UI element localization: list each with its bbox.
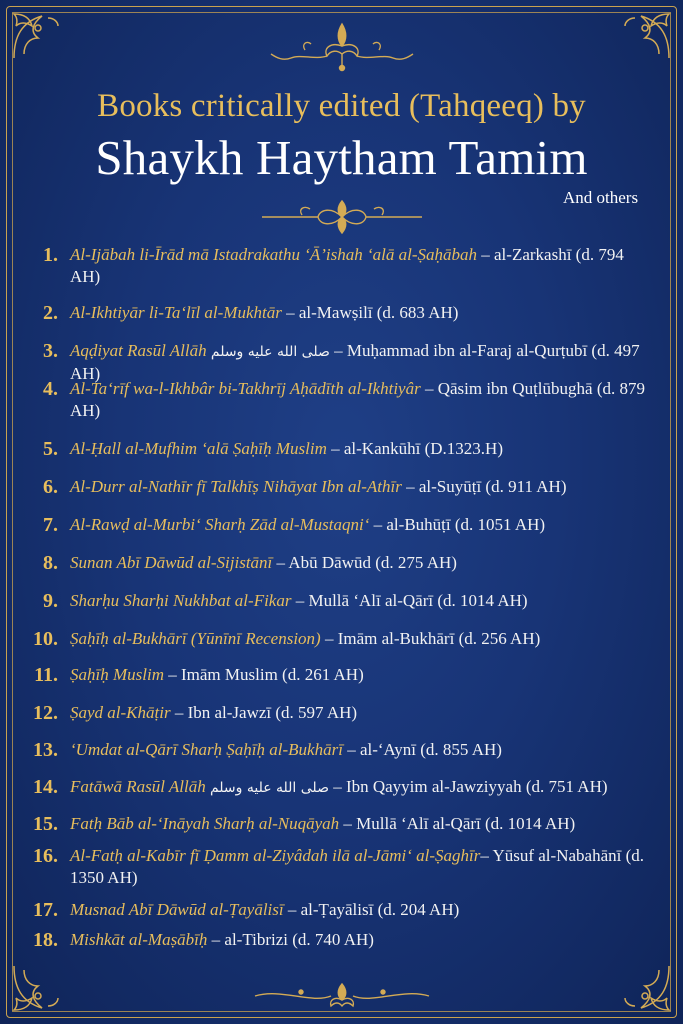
book-author: – Ibn al-Jawzī (d. 597 AH) (170, 703, 358, 722)
item-number: 8. (43, 552, 58, 574)
book-author: – Mullā ‘Alī al-Qārī (d. 1014 AH) (339, 814, 576, 833)
item-number: 10. (33, 628, 58, 650)
list-item (26, 776, 656, 802)
page-heading: Books critically edited (Tahqeeq) by (97, 88, 586, 124)
book-title: Fatḥ Bāb al-‘Ināyah Sharḥ al-Nuqāyah (70, 814, 340, 833)
list-item (26, 438, 656, 464)
item-number: 3. (43, 340, 58, 362)
book-title: Al-Ikhtiyār li-Ta‘līl al-Mukhtār (70, 303, 282, 322)
book-title: Al-Ḥall al-Mufhim ‘alā Ṣaḥīḥ Muslim (70, 439, 327, 458)
list-item (26, 628, 656, 654)
corner-ornament-icon (619, 8, 675, 64)
book-title: Sharḥu Sharḥi Nukhbat al-Fikar (70, 591, 292, 610)
book-title: Al-Durr al-Nathīr fī Talkhīṣ Nihāyat Ibn al-Athīr (70, 477, 402, 496)
corner-ornament-icon (8, 960, 64, 1016)
book-title: Al-Rawḍ al-Murbi‘ Sharḥ Zād al-Mustaqni‘ (70, 515, 370, 534)
arabic-honorific: صلى الله عليه وسلم (210, 344, 330, 360)
book-author: – Yūsuf al-Nabahānī (d. 1350 AH) (70, 846, 644, 887)
list-item (26, 476, 656, 502)
item-number: 13. (33, 739, 58, 761)
list-item (26, 590, 656, 616)
item-number: 12. (33, 702, 58, 724)
book-title: Al-Ta‘rīf wa-l-Ikhbâr bi-Takhrīj Aḥādīth al-Ikhtiyâr (70, 379, 421, 398)
book-title: Sunan Abī Dāwūd al-Sijistānī (70, 553, 273, 572)
item-number: 7. (43, 514, 58, 536)
book-title: Aqḍiyat Rasūl Allāh (70, 341, 207, 360)
list-item (26, 899, 656, 925)
book-title: Al-Fatḥ al-Kabīr fī Ḍamm al-Ziyâdah ilā al-Jāmi‘ al-Ṣaghīr (70, 846, 481, 865)
book-author: – Ibn Qayyim al-Jawziyyah (d. 751 AH) (328, 777, 608, 796)
list-item (26, 845, 656, 893)
book-title: Musnad Abī Dāwūd al-Ṭayālisī (70, 900, 284, 919)
top-flourish-icon (261, 20, 423, 72)
corner-ornament-icon (619, 960, 675, 1016)
arabic-honorific: صلى الله عليه وسلم (209, 780, 329, 796)
item-number: 11. (34, 664, 58, 686)
item-number: 9. (43, 590, 58, 612)
item-number: 18. (33, 929, 58, 951)
book-author: – Abū Dāwūd (d. 275 AH) (272, 553, 457, 572)
page-title: Shaykh Haytham Tamim (95, 130, 588, 185)
book-title: Ṣaḥīḥ Muslim (70, 665, 164, 684)
book-author: – al-Suyūṭī (d. 911 AH) (401, 477, 567, 496)
book-title: Ṣayd al-Khāṭir (70, 703, 171, 722)
item-number: 4. (43, 378, 58, 400)
list-item (26, 302, 656, 328)
book-author: – Qāsim ibn Quṭlūbughā (d. 879 AH) (70, 379, 645, 420)
item-number: 15. (33, 813, 58, 835)
item-number: 6. (43, 476, 58, 498)
item-number: 1. (43, 244, 58, 266)
list-item (26, 244, 656, 292)
list-item (26, 929, 656, 955)
list-item (26, 739, 656, 765)
book-author: – al-Tibrizi (d. 740 AH) (207, 930, 374, 949)
book-title: Al-Ijābah li-Īrād mā Istadrakathu ‘Ā’ishah ‘alā al-Ṣaḥābah (70, 245, 478, 264)
book-title: Mishkāt al-Maṣābīḥ (70, 930, 208, 949)
book-author: – al-Zarkashī (d. 794 AH) (70, 245, 624, 286)
item-number: 16. (33, 845, 58, 867)
page-subtitle: And others (563, 188, 639, 207)
bottom-flourish-icon (251, 978, 433, 1012)
list-item (26, 813, 656, 839)
list-item (26, 340, 656, 383)
list-item (26, 514, 656, 540)
item-number: 14. (33, 776, 58, 798)
book-author: – al-Ṭayālisī (d. 204 AH) (283, 900, 460, 919)
item-number: 5. (43, 438, 58, 460)
book-author: – al-Buhūṭī (d. 1051 AH) (369, 515, 546, 534)
list-item (26, 552, 656, 578)
list-item (26, 664, 656, 690)
corner-ornament-icon (8, 8, 64, 64)
book-author: – Mullā ‘Alī al-Qārī (d. 1014 AH) (291, 591, 528, 610)
book-author: – al-Kankūhī (D.1323.H) (326, 439, 503, 458)
book-author: – Imām Muslim (d. 261 AH) (163, 665, 364, 684)
book-title: Ṣaḥīḥ al-Bukhārī (Yūnīnī Recension) (70, 629, 321, 648)
book-title: Fatāwā Rasūl Allāh (70, 777, 206, 796)
book-author: – Imām al-Bukhārī (d. 256 AH) (320, 629, 541, 648)
book-author: – al-Mawṣilī (d. 683 AH) (281, 303, 459, 322)
book-list (26, 244, 656, 955)
item-number: 2. (43, 302, 58, 324)
book-title: ‘Umdat al-Qārī Sharḥ Ṣaḥīḥ al-Bukhārī (70, 740, 343, 759)
list-item (26, 378, 656, 426)
item-number: 17. (33, 899, 58, 921)
list-item (26, 702, 656, 728)
divider-flourish-icon (258, 195, 426, 239)
book-author: – al-‘Aynī (d. 855 AH) (342, 740, 502, 759)
book-author: – Muḥammad ibn al-Faraj al-Qurṭubī (d. 497 AH) (70, 341, 640, 383)
